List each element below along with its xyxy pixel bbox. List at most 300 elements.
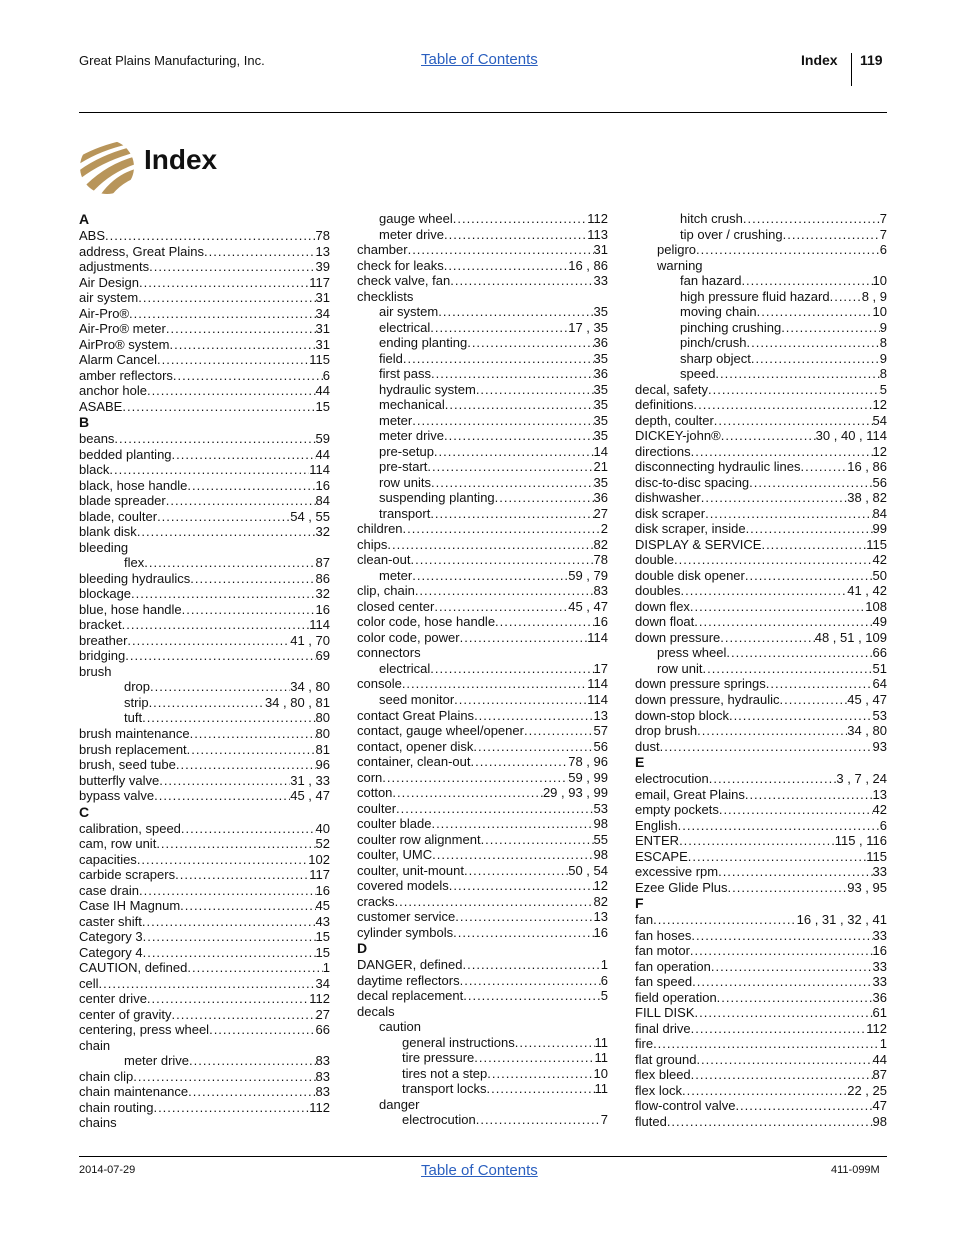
page-reference[interactable]: 27 [315,1006,330,1022]
index-entry[interactable] [79,337,330,353]
page-reference[interactable]: 112 [309,991,330,1007]
index-entry[interactable] [635,1052,887,1068]
page-reference[interactable]: 6 [879,817,887,833]
page-reference[interactable]: 3 , 7 , 24 [836,771,887,787]
index-entry[interactable] [635,1005,887,1021]
page-reference[interactable]: 13 [315,243,330,259]
page-reference[interactable]: 84 [315,493,330,509]
index-entry[interactable] [635,366,887,382]
page-reference[interactable]: 13 [872,786,887,802]
page-reference[interactable]: 93 , 95 [847,879,887,895]
page-reference[interactable]: 66 [315,1022,330,1038]
page-reference[interactable]: 82 [593,893,608,909]
index-entry[interactable] [635,459,887,475]
index-entry[interactable] [357,397,608,413]
index-entry[interactable] [79,462,330,478]
page-reference[interactable]: 31 [315,336,330,352]
index-entry[interactable] [357,599,608,615]
page-reference[interactable]: 34 , 80 , 81 [264,694,330,710]
page-reference[interactable]: 115 , 116 [834,833,887,849]
index-entry[interactable] [79,945,330,961]
page-reference[interactable]: 35 [593,381,608,397]
index-entry[interactable] [635,413,887,429]
index-entry[interactable] [357,521,608,537]
index-entry[interactable] [357,537,608,553]
page-reference[interactable]: 59 , 79 [568,567,608,583]
page-reference[interactable]: 49 [872,614,887,630]
index-entry[interactable] [635,692,887,708]
index-entry[interactable] [635,568,887,584]
page-reference[interactable]: 59 , 99 [568,769,608,785]
page-reference[interactable]: 35 [593,412,608,428]
index-entry[interactable] [79,742,330,758]
index-entry[interactable] [79,836,330,852]
index-entry[interactable] [635,397,887,413]
index-entry[interactable] [357,320,608,336]
index-entry[interactable] [357,708,608,724]
index-entry[interactable] [357,925,608,941]
index-entry[interactable] [635,227,887,243]
page-reference[interactable]: 8 , 9 [861,288,887,304]
page-reference[interactable]: 56 [593,738,608,754]
index-entry[interactable] [79,883,330,899]
index-entry[interactable] [635,273,887,289]
index-entry[interactable] [635,723,887,739]
index-entry[interactable] [357,475,608,491]
index-entry[interactable] [635,475,887,491]
index-entry[interactable] [635,990,887,1006]
index-entry[interactable] [79,867,330,883]
index-entry[interactable] [357,957,608,973]
page-reference[interactable]: 16 , 31 , 32 , 41 [796,912,887,928]
page-reference[interactable]: 27 [593,505,608,521]
index-entry[interactable] [357,878,608,894]
page-reference[interactable]: 78 [593,552,608,568]
index-entry[interactable] [635,289,887,305]
index-entry[interactable] [635,928,887,944]
index-entry[interactable] [79,524,330,540]
index-entry[interactable] [635,242,887,258]
index-entry[interactable] [79,710,330,726]
page-reference[interactable]: 10 [872,304,887,320]
index-entry[interactable] [357,785,608,801]
index-entry[interactable] [79,555,330,571]
page-reference[interactable]: 35 [593,304,608,320]
page-reference[interactable]: 15 [315,398,330,414]
index-entry[interactable] [357,661,608,677]
page-reference[interactable]: 98 [872,1113,887,1129]
index-entry[interactable] [79,757,330,773]
page-reference[interactable]: 8 [879,366,887,382]
index-entry[interactable] [635,1114,887,1130]
page-reference[interactable]: 56 [872,474,887,490]
page-reference[interactable]: 98 [593,816,608,832]
page-reference[interactable]: 1 [879,1036,887,1052]
page-reference[interactable]: 42 [872,552,887,568]
index-entry[interactable] [635,1036,887,1052]
header-toc-link[interactable]: Table of Contents [421,51,538,68]
index-entry[interactable] [79,773,330,789]
index-entry[interactable] [79,368,330,384]
page-reference[interactable]: 83 [593,583,608,599]
page-reference[interactable]: 34 , 80 [290,679,330,695]
index-entry[interactable] [635,661,887,677]
page-reference[interactable]: 54 , 55 [290,508,330,524]
index-entry[interactable] [79,633,330,649]
index-entry[interactable] [79,991,330,1007]
page-reference[interactable]: 59 [315,431,330,447]
index-entry[interactable] [79,679,330,695]
index-entry[interactable] [635,1021,887,1037]
page-reference[interactable]: 83 [315,1068,330,1084]
page-reference[interactable]: 36 [593,366,608,382]
page-reference[interactable]: 115 [309,352,330,368]
index-entry[interactable] [357,568,608,584]
index-entry[interactable] [357,676,608,692]
index-entry[interactable] [79,648,330,664]
page-reference[interactable]: 64 [872,676,887,692]
page-reference[interactable]: 33 [593,273,608,289]
index-entry[interactable] [635,490,887,506]
page-reference[interactable]: 6 [879,242,887,258]
index-entry[interactable] [357,1035,608,1051]
page-reference[interactable]: 11 [594,1081,608,1097]
page-reference[interactable]: 36 [593,335,608,351]
index-entry[interactable] [357,909,608,925]
page-reference[interactable]: 12 [593,878,608,894]
index-entry[interactable] [635,771,887,787]
index-entry[interactable] [357,988,608,1004]
page-reference[interactable]: 34 [315,975,330,991]
index-entry[interactable] [357,227,608,243]
index-entry[interactable] [79,383,330,399]
page-reference[interactable]: 55 [593,831,608,847]
index-entry[interactable] [357,614,608,630]
index-entry[interactable] [79,290,330,306]
page-reference[interactable]: 108 [865,598,887,614]
index-entry[interactable] [635,599,887,615]
page-reference[interactable]: 31 , 33 [290,772,330,788]
index-entry[interactable] [357,289,608,305]
page-reference[interactable]: 31 [315,290,330,306]
index-entry[interactable] [357,1097,608,1113]
index-entry[interactable] [79,1115,330,1131]
index-entry[interactable] [79,695,330,711]
index-entry[interactable] [79,1069,330,1085]
page-reference[interactable]: 7 [879,211,887,226]
index-entry[interactable] [357,428,608,444]
page-reference[interactable]: 114 [309,462,330,478]
page-reference[interactable]: 87 [872,1067,887,1083]
index-entry[interactable] [357,723,608,739]
index-entry[interactable] [79,1100,330,1116]
index-entry[interactable] [357,1050,608,1066]
page-reference[interactable]: 80 [315,725,330,741]
index-entry[interactable] [635,943,887,959]
page-reference[interactable]: 78 [315,228,330,243]
page-reference[interactable]: 33 [872,864,887,880]
page-reference[interactable]: 83 [315,1084,330,1100]
index-entry[interactable] [635,335,887,351]
page-reference[interactable]: 53 [872,707,887,723]
index-entry[interactable] [635,912,887,928]
page-reference[interactable]: 14 [593,443,608,459]
page-reference[interactable]: 5 [879,381,887,397]
index-entry[interactable] [635,428,887,444]
index-entry[interactable] [635,351,887,367]
index-entry[interactable] [79,726,330,742]
index-entry[interactable] [357,832,608,848]
page-reference[interactable]: 12 [872,397,887,413]
page-reference[interactable]: 114 [309,617,330,633]
index-entry[interactable] [79,321,330,337]
page-reference[interactable]: 41 , 70 [290,632,330,648]
page-reference[interactable]: 16 [315,882,330,898]
index-entry[interactable] [635,320,887,336]
index-entry[interactable] [79,571,330,587]
page-reference[interactable]: 66 [872,645,887,661]
index-entry[interactable] [79,1053,330,1069]
page-reference[interactable]: 2 [600,521,608,537]
index-entry[interactable] [357,739,608,755]
index-entry[interactable] [357,1112,608,1128]
page-reference[interactable]: 113 [587,226,608,242]
index-entry[interactable] [357,863,608,879]
index-entry[interactable] [79,1084,330,1100]
page-reference[interactable]: 36 [872,989,887,1005]
page-reference[interactable]: 45 , 47 [847,691,887,707]
index-entry[interactable] [79,852,330,868]
index-entry[interactable] [635,258,887,274]
page-reference[interactable]: 6 [322,367,330,383]
page-reference[interactable]: 11 [594,1050,608,1066]
page-reference[interactable]: 50 , 54 [568,862,608,878]
page-reference[interactable]: 13 [593,707,608,723]
index-entry[interactable] [79,399,330,415]
page-reference[interactable]: 34 [315,305,330,321]
index-entry[interactable] [635,864,887,880]
index-entry[interactable] [357,1066,608,1082]
page-reference[interactable]: 93 [872,738,887,754]
page-reference[interactable]: 112 [309,1099,330,1115]
index-entry[interactable] [357,583,608,599]
index-entry[interactable] [357,335,608,351]
index-entry[interactable] [357,351,608,367]
page-reference[interactable]: 35 [593,350,608,366]
page-reference[interactable]: 16 , 86 [568,257,608,273]
page-reference[interactable]: 15 [315,929,330,945]
page-reference[interactable]: 61 [872,1005,887,1021]
page-reference[interactable]: 22 , 25 [847,1082,887,1098]
index-entry[interactable] [635,787,887,803]
page-reference[interactable]: 81 [315,741,330,757]
page-reference[interactable]: 44 [315,383,330,399]
index-entry[interactable] [79,602,330,618]
page-reference[interactable]: 42 [872,802,887,818]
page-reference[interactable]: 32 [315,586,330,602]
index-entry[interactable] [635,583,887,599]
index-entry[interactable] [635,849,887,865]
page-reference[interactable]: 35 [593,428,608,444]
index-entry[interactable] [79,228,330,244]
index-entry[interactable] [635,880,887,896]
page-reference[interactable]: 115 [866,536,887,552]
index-entry[interactable] [635,1083,887,1099]
index-entry[interactable] [357,847,608,863]
index-entry[interactable] [79,431,330,447]
index-entry[interactable] [635,1098,887,1114]
page-reference[interactable]: 33 [872,958,887,974]
page-reference[interactable]: 21 [593,459,608,475]
index-entry[interactable] [79,788,330,804]
page-reference[interactable]: 98 [593,847,608,863]
index-entry[interactable] [635,304,887,320]
index-entry[interactable] [79,1038,330,1054]
page-reference[interactable]: 10 [872,273,887,289]
index-entry[interactable] [79,898,330,914]
index-entry[interactable] [79,976,330,992]
page-reference[interactable]: 33 [872,927,887,943]
page-reference[interactable]: 48 , 51 , 109 [814,629,887,645]
index-entry[interactable] [357,366,608,382]
index-entry[interactable] [357,1004,608,1020]
page-reference[interactable]: 52 [315,836,330,852]
page-reference[interactable]: 69 [315,648,330,664]
page-reference[interactable]: 34 , 80 [847,723,887,739]
page-reference[interactable]: 84 [872,505,887,521]
page-reference[interactable]: 78 , 96 [568,754,608,770]
page-reference[interactable]: 9 [879,350,887,366]
index-entry[interactable] [79,540,330,556]
index-entry[interactable] [357,630,608,646]
page-reference[interactable]: 80 [315,710,330,726]
page-reference[interactable]: 10 [593,1065,608,1081]
index-entry[interactable] [357,894,608,910]
page-reference[interactable]: 96 [315,757,330,773]
page-reference[interactable]: 13 [593,909,608,925]
index-entry[interactable] [79,447,330,463]
index-entry[interactable] [79,664,330,680]
index-entry[interactable] [79,1007,330,1023]
index-entry[interactable] [635,645,887,661]
index-entry[interactable] [79,478,330,494]
page-reference[interactable]: 32 [315,524,330,540]
page-reference[interactable]: 40 [315,820,330,836]
index-entry[interactable] [79,493,330,509]
index-entry[interactable] [79,914,330,930]
index-entry[interactable] [357,973,608,989]
index-entry[interactable] [635,537,887,553]
index-entry[interactable] [357,506,608,522]
page-reference[interactable]: 16 [593,614,608,630]
page-reference[interactable]: 44 [315,446,330,462]
index-entry[interactable] [357,304,608,320]
page-reference[interactable]: 16 [315,477,330,493]
page-reference[interactable]: 112 [866,1020,887,1036]
index-entry[interactable] [79,1022,330,1038]
index-entry[interactable] [79,275,330,291]
page-reference[interactable]: 16 [872,943,887,959]
index-entry[interactable] [357,552,608,568]
page-reference[interactable]: 117 [309,867,330,883]
index-entry[interactable] [357,444,608,460]
page-reference[interactable]: 30 , 40 , 114 [815,428,887,444]
index-entry[interactable] [357,645,608,661]
page-reference[interactable]: 11 [594,1034,608,1050]
index-entry[interactable] [635,818,887,834]
footer-toc-link[interactable]: Table of Contents [421,1162,538,1179]
index-entry[interactable] [635,552,887,568]
page-reference[interactable]: 31 [593,242,608,258]
index-entry[interactable] [635,630,887,646]
page-reference[interactable]: 8 [879,335,887,351]
page-reference[interactable]: 44 [872,1051,887,1067]
index-entry[interactable] [635,1067,887,1083]
index-entry[interactable] [79,509,330,525]
index-entry[interactable] [357,801,608,817]
page-reference[interactable]: 17 , 35 [568,319,608,335]
index-entry[interactable] [357,382,608,398]
page-reference[interactable]: 36 [593,490,608,506]
page-reference[interactable]: 112 [587,211,608,226]
index-entry[interactable] [635,802,887,818]
page-reference[interactable]: 31 [315,321,330,337]
page-reference[interactable]: 35 [593,397,608,413]
page-reference[interactable]: 50 [872,567,887,583]
page-reference[interactable]: 57 [593,723,608,739]
page-reference[interactable]: 99 [872,521,887,537]
index-entry[interactable] [357,459,608,475]
index-entry[interactable] [357,1019,608,1035]
page-reference[interactable]: 35 [593,474,608,490]
page-reference[interactable]: 45 [315,898,330,914]
page-reference[interactable]: 114 [587,676,608,692]
page-reference[interactable]: 5 [600,988,608,1004]
index-entry[interactable] [635,833,887,849]
page-reference[interactable]: 43 [315,913,330,929]
page-reference[interactable]: 16 [315,601,330,617]
page-reference[interactable]: 1 [600,957,608,973]
page-reference[interactable]: 39 [315,259,330,275]
index-entry[interactable] [635,959,887,975]
page-reference[interactable]: 33 [872,974,887,990]
index-entry[interactable] [79,960,330,976]
page-reference[interactable]: 29 , 93 , 99 [542,785,608,801]
index-entry[interactable] [357,258,608,274]
index-entry[interactable] [79,244,330,260]
page-reference[interactable]: 7 [879,226,887,242]
index-entry[interactable] [635,382,887,398]
index-entry[interactable] [357,754,608,770]
page-reference[interactable]: 53 [593,800,608,816]
index-entry[interactable] [79,586,330,602]
page-reference[interactable]: 41 , 42 [847,583,887,599]
index-entry[interactable] [79,352,330,368]
page-reference[interactable]: 9 [879,319,887,335]
index-entry[interactable] [635,211,887,227]
page-reference[interactable]: 15 [315,944,330,960]
index-entry[interactable] [79,259,330,275]
page-reference[interactable]: 115 [866,848,887,864]
page-reference[interactable]: 102 [308,851,330,867]
index-entry[interactable] [635,974,887,990]
index-entry[interactable] [357,211,608,227]
page-reference[interactable]: 17 [593,660,608,676]
page-reference[interactable]: 87 [315,555,330,571]
index-entry[interactable] [635,676,887,692]
page-reference[interactable]: 45 , 47 [290,788,330,804]
page-reference[interactable]: 86 [315,570,330,586]
